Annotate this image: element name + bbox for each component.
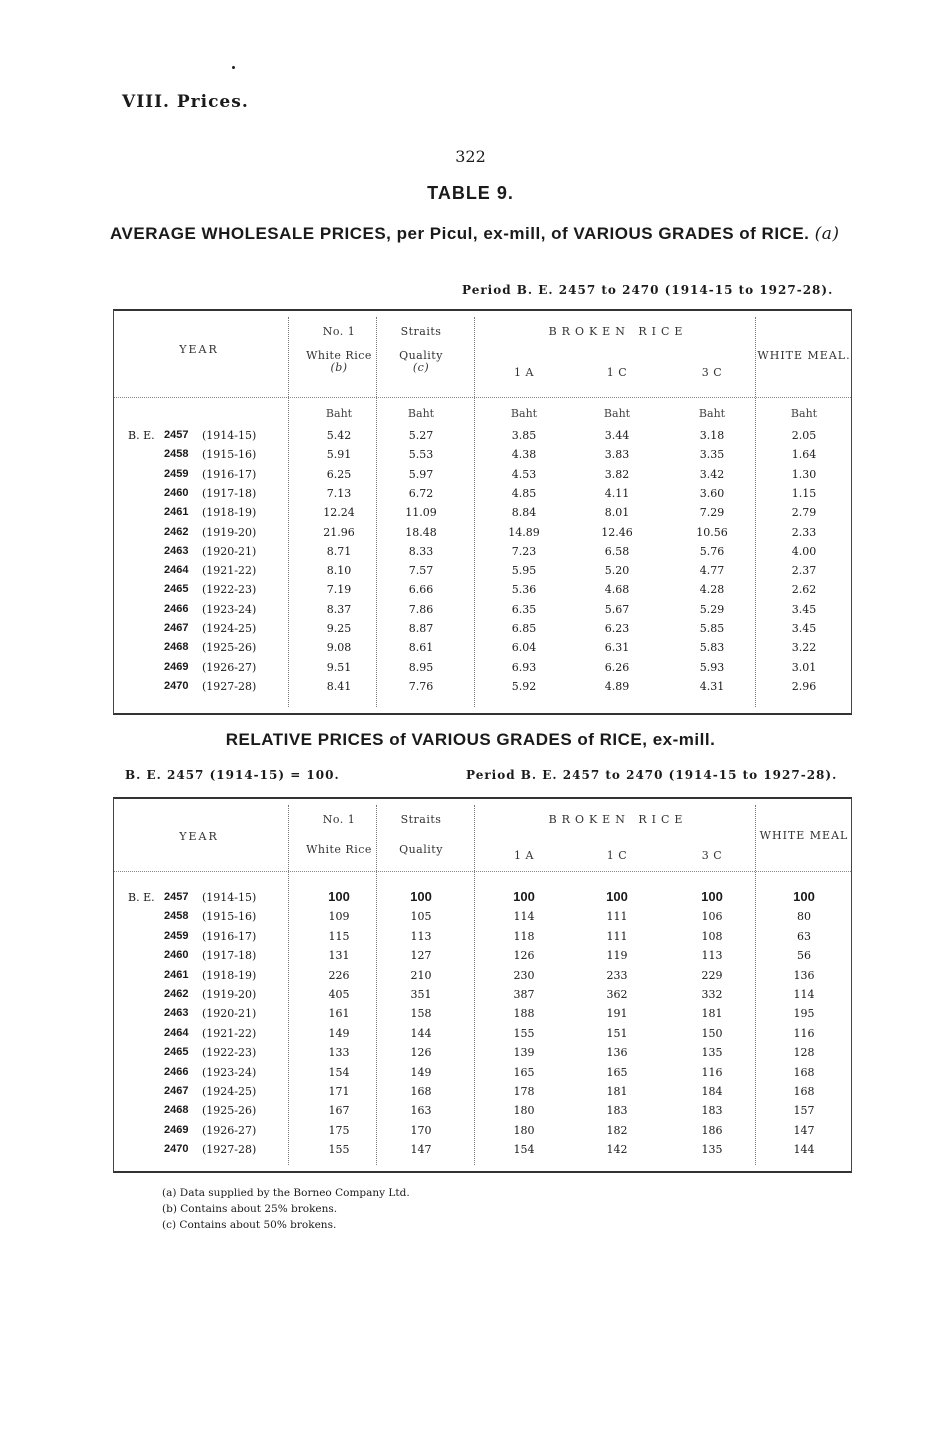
table-cell: 3.01 bbox=[791, 660, 817, 674]
table-cell: 5.76 bbox=[699, 544, 725, 558]
no1-header-line2: White Rice bbox=[306, 349, 372, 362]
table-cell: 8.41 bbox=[326, 679, 352, 693]
table-cell: 165 bbox=[606, 1065, 628, 1079]
unit-label: Baht bbox=[510, 407, 538, 420]
table-cell: 351 bbox=[410, 988, 432, 1001]
footnote-a bbox=[162, 1187, 410, 1199]
footnote-b-mark: (b) bbox=[162, 1203, 177, 1215]
year-ce: (1914-15) bbox=[202, 429, 257, 442]
table-cell: 149 bbox=[410, 1065, 432, 1079]
table-cell: 175 bbox=[328, 1123, 350, 1137]
straits-header-line3: (c) bbox=[412, 361, 430, 374]
table-cell: 2.62 bbox=[791, 583, 817, 597]
year-be: 2468 bbox=[164, 1104, 189, 1117]
straits-header-line2: Quality bbox=[399, 843, 443, 856]
table-cell: 154 bbox=[328, 1065, 350, 1079]
table-cell: 6.23 bbox=[604, 622, 630, 635]
table-cell: 105 bbox=[410, 910, 432, 924]
table-cell: 12.46 bbox=[601, 525, 633, 539]
straits-header-line1: Straits bbox=[400, 325, 442, 338]
table-cell: 387 bbox=[513, 988, 535, 1001]
year-ce: (1916-17) bbox=[202, 929, 257, 943]
table-cell: 8.10 bbox=[326, 564, 352, 578]
table-cell: 165 bbox=[513, 1065, 535, 1079]
table-cell: 5.36 bbox=[511, 583, 537, 597]
table-cell: 157 bbox=[793, 1104, 815, 1118]
year-prefix: B. E. bbox=[128, 891, 155, 904]
table-cell: 119 bbox=[606, 949, 628, 963]
table-cell: 149 bbox=[328, 1026, 350, 1040]
white-meal-header: WHITE MEAL. bbox=[757, 349, 851, 362]
table-number: TABLE 9. bbox=[427, 183, 514, 203]
table-cell: 3.18 bbox=[699, 429, 725, 442]
year-ce: (1916-17) bbox=[202, 467, 257, 481]
table-cell: 210 bbox=[410, 968, 432, 982]
table-cell: 5.53 bbox=[408, 448, 434, 462]
table-cell: 144 bbox=[410, 1026, 432, 1040]
table-cell: 5.85 bbox=[699, 622, 725, 635]
table-cell: 6.04 bbox=[511, 641, 537, 655]
table-cell: 8.95 bbox=[408, 660, 434, 674]
table-cell: 6.26 bbox=[604, 660, 630, 674]
year-ce: (1922-23) bbox=[202, 1046, 257, 1060]
year-ce: (1920-21) bbox=[202, 544, 257, 558]
table-title bbox=[110, 224, 870, 244]
year-ce: (1924-25) bbox=[202, 622, 257, 635]
table-cell: 155 bbox=[513, 1026, 535, 1040]
table-cell: 233 bbox=[606, 968, 628, 982]
table-cell: 2.33 bbox=[791, 525, 817, 539]
table-cell: 9.51 bbox=[326, 660, 352, 674]
year-ce: (1927-28) bbox=[202, 679, 257, 693]
table-cell: 118 bbox=[513, 929, 535, 943]
table-cell: 168 bbox=[793, 1065, 815, 1079]
relative-title: RELATIVE PRICES of VARIOUS GRADES of RICE, ex-mill. bbox=[225, 730, 716, 749]
table-cell: 8.37 bbox=[326, 602, 352, 616]
table-cell: 80 bbox=[797, 910, 811, 924]
year-ce: (1927-28) bbox=[202, 1143, 257, 1157]
table-cell: 114 bbox=[793, 988, 815, 1001]
header-divider bbox=[114, 397, 851, 398]
sub-header-1c: 1 C bbox=[606, 366, 628, 379]
table-cell: 4.31 bbox=[699, 679, 725, 693]
table-cell: 168 bbox=[793, 1085, 815, 1098]
table-cell: 178 bbox=[513, 1085, 535, 1098]
table-cell: 3.83 bbox=[604, 448, 630, 462]
table-cell: 405 bbox=[328, 988, 350, 1001]
year-be: 2466 bbox=[164, 602, 189, 615]
table-cell: 180 bbox=[513, 1104, 535, 1118]
table-cell: 181 bbox=[606, 1085, 628, 1098]
price-table bbox=[113, 309, 852, 715]
table-cell: 9.25 bbox=[326, 622, 352, 635]
year-ce: (1915-16) bbox=[202, 448, 257, 462]
table-cell: 5.97 bbox=[408, 467, 434, 481]
relative-table bbox=[113, 797, 852, 1173]
year-ce: (1923-24) bbox=[202, 1065, 257, 1079]
year-be: 2469 bbox=[164, 660, 189, 673]
table-cell: 139 bbox=[513, 1046, 535, 1060]
table-cell: 12.24 bbox=[323, 506, 355, 520]
year-be: 2469 bbox=[164, 1123, 189, 1136]
year-be: 2466 bbox=[164, 1065, 189, 1078]
table-cell: 109 bbox=[328, 910, 350, 924]
table-cell: 3.45 bbox=[791, 602, 817, 616]
sub-header-3c: 3 C bbox=[701, 366, 723, 379]
table-cell: 1.30 bbox=[791, 467, 817, 481]
table-cell: 147 bbox=[410, 1143, 432, 1157]
straits-header-line1: Straits bbox=[400, 813, 442, 826]
table-cell: 111 bbox=[606, 910, 628, 924]
year-header: YEAR bbox=[179, 343, 219, 356]
table-cell: 183 bbox=[701, 1104, 723, 1118]
column-divider bbox=[755, 805, 756, 1165]
year-ce: (1925-26) bbox=[202, 641, 257, 655]
table-cell: 136 bbox=[606, 1046, 628, 1060]
table-cell: 8.84 bbox=[511, 506, 537, 520]
footnote-b-text: Contains about 25% brokens. bbox=[180, 1203, 338, 1215]
table-cell: 100 bbox=[793, 889, 815, 904]
table-cell: 6.35 bbox=[511, 602, 537, 616]
year-be: 2461 bbox=[164, 968, 189, 981]
year-be: 2457 bbox=[164, 891, 189, 903]
unit-label: Baht bbox=[698, 407, 726, 420]
column-divider bbox=[755, 317, 756, 707]
table-cell: 147 bbox=[793, 1123, 815, 1137]
period-1: Period B. E. 2457 to 2470 (1914-15 to 1927-28). bbox=[462, 283, 834, 297]
table-cell: 8.01 bbox=[604, 506, 630, 520]
year-ce: (1919-20) bbox=[202, 988, 257, 1001]
unit-label: Baht bbox=[407, 407, 435, 420]
table-cell: 167 bbox=[328, 1104, 350, 1118]
broken-rice-header: BROKEN RICE bbox=[548, 325, 688, 338]
table-cell: 3.45 bbox=[791, 622, 817, 635]
table-cell: 3.85 bbox=[511, 429, 537, 442]
year-ce: (1918-19) bbox=[202, 506, 257, 520]
year-ce: (1926-27) bbox=[202, 660, 257, 674]
year-be: 2463 bbox=[164, 544, 189, 557]
table-cell: 2.96 bbox=[791, 679, 817, 693]
no1-header-line2: White Rice bbox=[306, 843, 372, 856]
table-cell: 136 bbox=[793, 968, 815, 982]
table-cell: 126 bbox=[513, 949, 535, 963]
table-cell: 14.89 bbox=[508, 525, 540, 539]
table-cell: 6.58 bbox=[604, 544, 630, 558]
table-cell: 6.66 bbox=[408, 583, 434, 597]
unit-label: Baht bbox=[603, 407, 631, 420]
table-cell: 6.93 bbox=[511, 660, 537, 674]
year-be: 2468 bbox=[164, 641, 189, 654]
table-cell: 226 bbox=[328, 968, 350, 982]
table-cell: 113 bbox=[410, 929, 432, 943]
table-cell: 180 bbox=[513, 1123, 535, 1137]
footnote-a-text: Data supplied by the Borneo Company Ltd. bbox=[179, 1187, 410, 1199]
footnote-c-text: Contains about 50% brokens. bbox=[179, 1219, 337, 1231]
table-cell: 4.38 bbox=[511, 448, 537, 462]
table-cell: 8.87 bbox=[408, 622, 434, 635]
table-cell: 163 bbox=[410, 1104, 432, 1118]
table-cell: 135 bbox=[701, 1143, 723, 1157]
year-be: 2465 bbox=[164, 1046, 189, 1059]
table-cell: 4.89 bbox=[604, 679, 630, 693]
table-cell: 135 bbox=[701, 1046, 723, 1060]
table-cell: 230 bbox=[513, 968, 535, 982]
table-cell: 100 bbox=[328, 889, 350, 904]
sub-header-1c: 1 C bbox=[606, 849, 628, 862]
table-cell: 229 bbox=[701, 968, 723, 982]
column-divider bbox=[288, 317, 289, 707]
year-be: 2462 bbox=[164, 525, 189, 538]
table-cell: 111 bbox=[606, 929, 628, 943]
table-cell: 4.11 bbox=[604, 486, 630, 500]
table-cell: 5.91 bbox=[326, 448, 352, 462]
year-be: 2457 bbox=[164, 429, 189, 441]
table-cell: 4.85 bbox=[511, 486, 537, 500]
table-cell: 108 bbox=[701, 929, 723, 943]
year-be: 2464 bbox=[164, 1026, 189, 1039]
column-divider bbox=[474, 317, 475, 707]
table-cell: 5.83 bbox=[699, 641, 725, 655]
table-cell: 63 bbox=[797, 929, 811, 943]
year-ce: (1917-18) bbox=[202, 949, 257, 963]
table-cell: 7.76 bbox=[408, 679, 434, 693]
table-cell: 6.25 bbox=[326, 467, 352, 481]
table-cell: 100 bbox=[410, 889, 432, 904]
table-title-note: (a) bbox=[814, 224, 840, 244]
table-cell: 128 bbox=[793, 1046, 815, 1060]
table-cell: 4.77 bbox=[699, 564, 725, 578]
base-note: B. E. 2457 (1914-15) = 100. bbox=[125, 768, 340, 782]
table-cell: 7.23 bbox=[511, 544, 537, 558]
year-ce: (1918-19) bbox=[202, 968, 257, 982]
table-cell: 9.08 bbox=[326, 641, 352, 655]
straits-header-line2: Quality bbox=[399, 349, 443, 362]
table-cell: 4.28 bbox=[699, 583, 725, 597]
table-cell: 127 bbox=[410, 949, 432, 963]
year-be: 2470 bbox=[164, 1143, 189, 1156]
white-meal-header: WHITE MEAL bbox=[759, 829, 849, 842]
year-ce: (1923-24) bbox=[202, 602, 257, 616]
year-ce: (1926-27) bbox=[202, 1123, 257, 1137]
table-cell: 184 bbox=[701, 1085, 723, 1098]
table-cell: 115 bbox=[328, 929, 350, 943]
no1-header-line3: (b) bbox=[330, 361, 348, 374]
table-cell: 7.29 bbox=[699, 506, 725, 520]
sub-header-1a: 1 A bbox=[514, 849, 534, 862]
table-cell: 133 bbox=[328, 1046, 350, 1060]
table-cell: 2.05 bbox=[791, 429, 817, 442]
year-ce: (1919-20) bbox=[202, 525, 257, 539]
table-cell: 6.85 bbox=[511, 622, 537, 635]
table-cell: 8.71 bbox=[326, 544, 352, 558]
year-be: 2458 bbox=[164, 448, 189, 461]
table-cell: 7.57 bbox=[408, 564, 434, 578]
year-be: 2460 bbox=[164, 949, 189, 962]
table-cell: 191 bbox=[606, 1007, 628, 1021]
table-cell: 161 bbox=[328, 1007, 350, 1021]
table-cell: 151 bbox=[606, 1026, 628, 1040]
table-cell: 100 bbox=[606, 889, 628, 904]
table-cell: 171 bbox=[328, 1085, 350, 1098]
year-be: 2462 bbox=[164, 988, 189, 1000]
table-cell: 5.42 bbox=[326, 429, 352, 442]
year-header: YEAR bbox=[179, 830, 219, 843]
table-cell: 3.60 bbox=[699, 486, 725, 500]
table-cell: 3.35 bbox=[699, 448, 725, 462]
table-cell: 168 bbox=[410, 1085, 432, 1098]
table-cell: 106 bbox=[701, 910, 723, 924]
year-prefix: B. E. bbox=[128, 429, 155, 442]
page-mark bbox=[232, 66, 235, 69]
table-cell: 7.19 bbox=[326, 583, 352, 597]
table-cell: 5.92 bbox=[511, 679, 537, 693]
table-cell: 5.67 bbox=[604, 602, 630, 616]
sub-header-1a: 1 A bbox=[514, 366, 534, 379]
year-be: 2465 bbox=[164, 583, 189, 596]
unit-label: Baht bbox=[790, 407, 818, 420]
table-cell: 3.42 bbox=[699, 467, 725, 481]
table-cell: 150 bbox=[701, 1026, 723, 1040]
table-cell: 170 bbox=[410, 1123, 432, 1137]
table-cell: 7.13 bbox=[326, 486, 352, 500]
table-cell: 155 bbox=[328, 1143, 350, 1157]
column-divider bbox=[474, 805, 475, 1165]
no1-header-line1: No. 1 bbox=[322, 325, 356, 338]
header-divider bbox=[114, 871, 851, 872]
unit-label: Baht bbox=[325, 407, 353, 420]
table-cell: 362 bbox=[606, 988, 628, 1001]
table-cell: 5.20 bbox=[604, 564, 630, 578]
year-ce: (1920-21) bbox=[202, 1007, 257, 1021]
table-cell: 5.93 bbox=[699, 660, 725, 674]
year-ce: (1917-18) bbox=[202, 486, 257, 500]
table-cell: 2.79 bbox=[791, 506, 817, 520]
table-cell: 18.48 bbox=[405, 525, 437, 539]
table-cell: 100 bbox=[513, 889, 535, 904]
table-cell: 186 bbox=[701, 1123, 723, 1137]
year-be: 2459 bbox=[164, 467, 189, 480]
period-2: Period B. E. 2457 to 2470 (1914-15 to 1927-28). bbox=[466, 768, 838, 782]
year-be: 2467 bbox=[164, 622, 189, 634]
table-cell: 8.33 bbox=[408, 544, 434, 558]
table-cell: 144 bbox=[793, 1143, 815, 1157]
column-divider bbox=[288, 805, 289, 1165]
table-title-text: AVERAGE WHOLESALE PRICES, per Picul, ex-mill, of VARIOUS GRADES of RICE. bbox=[110, 224, 810, 243]
table-cell: 3.82 bbox=[604, 467, 630, 481]
footnote-c-mark: (c) bbox=[162, 1219, 177, 1231]
year-be: 2458 bbox=[164, 910, 189, 923]
table-cell: 8.61 bbox=[408, 641, 434, 655]
footnote-a-mark: (a) bbox=[162, 1187, 177, 1199]
table-cell: 4.68 bbox=[604, 583, 630, 597]
table-cell: 142 bbox=[606, 1143, 628, 1157]
table-cell: 154 bbox=[513, 1143, 535, 1157]
year-ce: (1924-25) bbox=[202, 1085, 257, 1098]
year-be: 2459 bbox=[164, 929, 189, 942]
table-cell: 195 bbox=[793, 1007, 815, 1021]
table-cell: 113 bbox=[701, 949, 723, 963]
table-cell: 182 bbox=[606, 1123, 628, 1137]
table-cell: 56 bbox=[797, 949, 811, 963]
table-cell: 188 bbox=[513, 1007, 535, 1021]
table-cell: 2.37 bbox=[791, 564, 817, 578]
table-cell: 116 bbox=[701, 1065, 723, 1079]
year-ce: (1921-22) bbox=[202, 1026, 257, 1040]
page-number: 322 bbox=[455, 147, 486, 166]
year-ce: (1922-23) bbox=[202, 583, 257, 597]
year-be: 2461 bbox=[164, 506, 189, 519]
year-be: 2470 bbox=[164, 679, 189, 692]
table-cell: 183 bbox=[606, 1104, 628, 1118]
table-cell: 21.96 bbox=[323, 525, 355, 539]
footnote-b bbox=[162, 1203, 337, 1215]
table-cell: 5.29 bbox=[699, 602, 725, 616]
table-cell: 6.72 bbox=[408, 486, 434, 500]
table-cell: 158 bbox=[410, 1007, 432, 1021]
table-cell: 131 bbox=[328, 949, 350, 963]
table-cell: 5.95 bbox=[511, 564, 537, 578]
table-cell: 11.09 bbox=[405, 506, 437, 520]
table-cell: 3.44 bbox=[604, 429, 630, 442]
table-cell: 6.31 bbox=[604, 641, 630, 655]
sub-header-3c: 3 C bbox=[701, 849, 723, 862]
table-cell: 10.56 bbox=[696, 525, 728, 539]
no1-header-line1: No. 1 bbox=[322, 813, 356, 826]
table-cell: 116 bbox=[793, 1026, 815, 1040]
table-cell: 100 bbox=[701, 889, 723, 904]
table-cell: 1.64 bbox=[791, 448, 817, 462]
year-ce: (1914-15) bbox=[202, 891, 257, 904]
table-cell: 7.86 bbox=[408, 602, 434, 616]
year-be: 2460 bbox=[164, 486, 189, 499]
year-ce: (1915-16) bbox=[202, 910, 257, 924]
table-cell: 4.53 bbox=[511, 467, 537, 481]
table-cell: 332 bbox=[701, 988, 723, 1001]
table-cell: 181 bbox=[701, 1007, 723, 1021]
table-cell: 126 bbox=[410, 1046, 432, 1060]
broken-rice-header: BROKEN RICE bbox=[548, 813, 688, 826]
footnote-c bbox=[162, 1219, 336, 1231]
year-be: 2464 bbox=[164, 564, 189, 577]
year-ce: (1921-22) bbox=[202, 564, 257, 578]
year-be: 2467 bbox=[164, 1085, 189, 1097]
table-cell: 3.22 bbox=[791, 641, 817, 655]
year-be: 2463 bbox=[164, 1007, 189, 1020]
table-cell: 4.00 bbox=[791, 544, 817, 558]
table-cell: 114 bbox=[513, 910, 535, 924]
year-ce: (1925-26) bbox=[202, 1104, 257, 1118]
table-cell: 5.27 bbox=[408, 429, 434, 442]
table-cell: 1.15 bbox=[791, 486, 817, 500]
section-heading: VIII. Prices. bbox=[122, 92, 249, 112]
